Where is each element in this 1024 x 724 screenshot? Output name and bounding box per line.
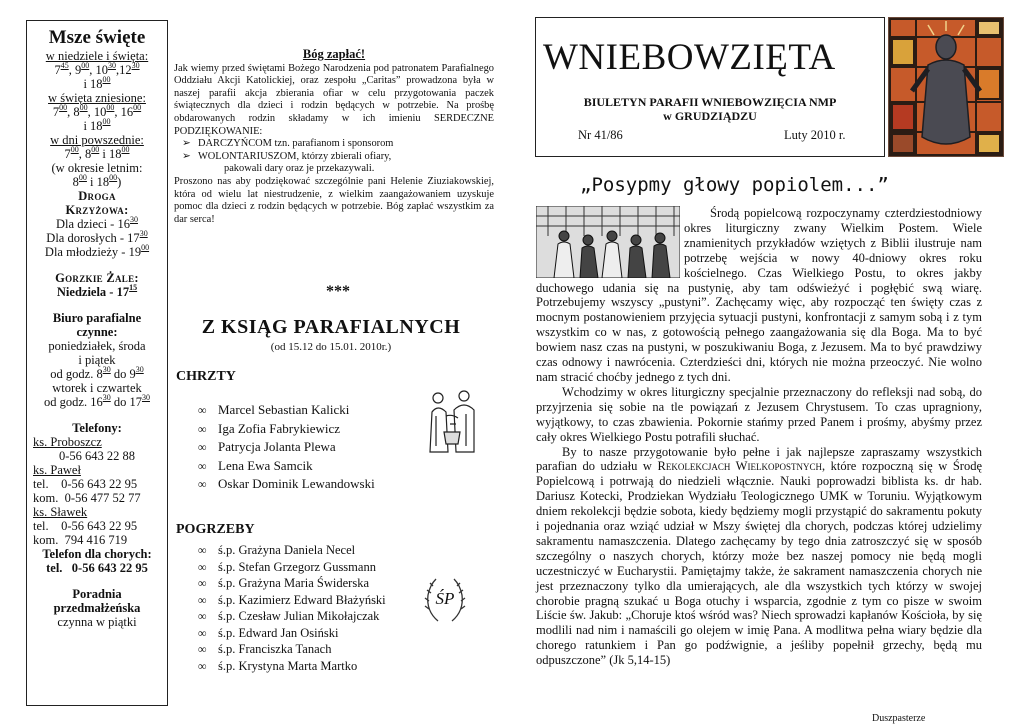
office-days-2: i piątek bbox=[78, 353, 116, 367]
list-item: ∞ Marcel Sebastian Kalicki bbox=[198, 401, 375, 420]
slawek-label: ks. Sławek bbox=[33, 505, 88, 519]
weekday-label: w dni powszednie: bbox=[50, 133, 144, 147]
proboszcz-label: ks. Proboszcz bbox=[33, 435, 102, 449]
office-heading: Biuro parafialne bbox=[52, 311, 142, 325]
funeral-wreath-emblem bbox=[424, 575, 466, 627]
list-item: ∞ ś.p. Stefan Grzegorz Gussmann bbox=[198, 559, 376, 574]
infinity-bullet-icon: ∞ bbox=[198, 421, 207, 436]
bulletin-subtitle: BIULETYN PARAFII WNIEBOWZIĘCIA NMP bbox=[583, 95, 837, 109]
infinity-bullet-icon: ∞ bbox=[198, 658, 207, 673]
gorzkie-heading: Gorzkie Żale: bbox=[55, 271, 139, 285]
sunday-label: w niedziele i święta: bbox=[45, 49, 149, 63]
sp-emblem-text: ŚP bbox=[435, 589, 455, 608]
poradnia-heading: Poradnia bbox=[72, 587, 122, 601]
holiday-label: w święta zniesione: bbox=[48, 91, 146, 105]
infinity-bullet-icon: ∞ bbox=[198, 458, 207, 473]
droga-adults: Dla dorosłych - $17^{30}$ bbox=[46, 229, 148, 245]
list-item: ∞ ś.p. Grażyna Daniela Necel bbox=[198, 543, 356, 557]
sick-phone-label: Telefon dla chorych: bbox=[42, 547, 152, 561]
registry-subtitle: (od 15.12 do 15.01. 2010r.) bbox=[270, 341, 392, 353]
baptisms-list bbox=[198, 401, 375, 494]
office-days-3: wtorek i czwartek bbox=[52, 381, 142, 395]
list-item: ∞ ś.p. Kazimierz Edward Błażyński bbox=[198, 592, 386, 607]
list-item: ∞ ś.p. Grażyna Maria Świderska bbox=[198, 576, 369, 590]
holiday-last: i $18^{00}$ bbox=[83, 117, 111, 133]
mass-schedule-box bbox=[26, 20, 168, 706]
footer-signature: Duszpasterze bbox=[872, 713, 926, 724]
mass-title: Msze święte bbox=[48, 27, 146, 48]
article-paragraph-1: Środą popielcową rozpoczynamy czterdziestodniowy okres liturgiczny zwany Wielkim Postem. Wiele znamienitych przykładów wziętych z Biblii ilustruje nam potrzebę wejścia w nowy 40-dniowy okres roku kościelnego. Czas Wielkiego Postu, to okres jakby duchowego udania się na pustynię, aby tam odświeżyć i pogłębić swą wiarę. Potrzebujemy wszyscy „pustyni”. Zachęcamy więc, aby rozpocząć ten święty czas z mocnym postanowieniem przyjęcia sytuacji pustyni, konfrontacji z samym sobą i z tym wszystkim co w nas, z gotowością pełnego zaangażowania się dla Boga. Ma to być bowiem nasz czas na pustyni, w poszukiwaniu Boga, z Jezusem. Ma to być prawdziwy czas odnowy i nawrócenia. Czterdzieści dni, których nie można przeoczyć. Nie wolno nam stracić choćby jednego z tych dni. bbox=[536, 206, 982, 384]
arrow-bullet-icon: ➢ bbox=[182, 138, 191, 150]
list-item: ∞ ś.p. Krystyna Marta Martko bbox=[198, 658, 358, 673]
office-hours-2: od godz. $16^{30}$ do $17^{30}$ bbox=[44, 393, 150, 409]
poradnia-heading-2: przedmałżeńska bbox=[53, 601, 141, 615]
sick-phone: tel. 0-56 643 22 95 bbox=[46, 561, 148, 575]
article-headline: „Posypmy głowy popiolem...” bbox=[580, 174, 889, 196]
pawel-label: ks. Paweł bbox=[33, 463, 81, 477]
droga-youth: Dla młodzieży - $19^{00}$ bbox=[44, 243, 150, 259]
poradnia-hours: czynna w piątki bbox=[57, 615, 137, 629]
infinity-bullet-icon: ∞ bbox=[198, 403, 207, 417]
article-paragraph-3: By to nasze przygotowanie było pełne i jak najlepsze zapraszamy wszystkich parafian do udziału w Rekolekcjach Wielkopostnych, które rozpoczną się w Środę Popielcową i potrwają do niedzieli włącznie. Nauki poprowadzi biblista ks. dr hab. Dariusz Kotecki, Prodziekan Wydziału Teologicznego UMK w Toruniu. Wyjątkowym dniem rekolekcji będzie sobota, kiedy będziemy mogli przystąpić do sakramentu pokuty i pojednania oraz wziąć udział w Mszy świętej dla chorych, podczas której udzielimy sakramentu namaszczenia. Dlatego zachęcamy by tego dnia zatroszczyć się w sposób szczególny o naszych chorych, którzy może bez naszej pomocy nie będą mogli uczestniczyć w Eucharystii. Pamiętajmy także, że sakrament namaszczenia chorych nie jest przeznaczony tylko dla umierających, ale dla wszystkich tych którzy w swojej chorobie pragną szukać u Boga otuchy i wsparcia, zgodnie z tym co pisze w swoim Liście św. Jakub: „Choruje ktoś wśród was? Niech sprowadzi kapłanów Kościoła, by się modlili nad nim i namaścili go olejem w imię Pana. A modlitwa pełna wiary będzie dla chorego ratunkiem i Pan go podźwignie, a jeśliby popełnił grzechy, będą mu odpuszczone” (Jk 5,14-15) bbox=[536, 444, 982, 668]
infinity-bullet-icon: ∞ bbox=[198, 559, 207, 574]
thanks-title: Bóg zapłać! bbox=[302, 47, 366, 61]
droga-heading: Droga bbox=[78, 189, 116, 203]
thanks-bullet-2-cont: pakowali dary oraz je przekazywali. bbox=[224, 163, 375, 175]
list-item: ∞ Lena Ewa Samcik bbox=[198, 457, 375, 476]
section-separator: *** bbox=[326, 283, 350, 300]
article-paragraph-2: Wchodzimy w okres liturgiczny specjalnie przeznaczony do refleksji nad sobą, do przyjrzenia się sobie na tle powiązań z Jezusem Chrystusem. To czas upragniony, wyjątkowy, to czas zbawienia. Pokornie stańmy przed Panem i prośmy, abyśmy przez cały okres Wielkiego Postu potrafili słuchać. bbox=[536, 384, 982, 444]
thanks-paragraph-2: Proszono nas aby podziękować szczególnie pani Helenie Ziuziakowskiej, która od wielu lat niestrudzenie, z wielkim zaangażowaniem uzyskuje pomoc dla dzieci z rodzin będących w potrzebie. Bóg zapłać wszystkim za dar serca! bbox=[174, 175, 494, 225]
list-item: ∞ Patrycja Jolanta Plewa bbox=[198, 438, 375, 457]
pawel-mobile: kom. 0-56 477 52 77 bbox=[33, 491, 141, 505]
sunday-times: $7^{45}$, $9^{00}$, $10^{30},12^{30}$ bbox=[54, 61, 140, 77]
droga-children: Dla dzieci - $16^{30}$ bbox=[56, 215, 138, 231]
pawel-phone: tel. 0-56 643 22 95 bbox=[33, 477, 138, 491]
office-hours-1: od godz. $8^{30}$ do $9^{30}$ bbox=[50, 365, 144, 381]
bulletin-title: WNIEBOWZIĘTA bbox=[543, 37, 836, 78]
list-item: ∞ ś.p. Czesław Julian Mikołajczak bbox=[198, 609, 380, 623]
issue-number: Nr 41/86 bbox=[578, 128, 623, 142]
infinity-bullet-icon: ∞ bbox=[198, 625, 207, 640]
funerals-heading: POGRZEBY bbox=[176, 522, 255, 537]
issue-date: Luty 2010 r. bbox=[784, 128, 846, 142]
slawek-mobile: kom. 794 416 719 bbox=[33, 533, 128, 547]
baptisms-heading: CHRZTY bbox=[176, 369, 236, 384]
arrow-bullet-icon: ➢ bbox=[182, 150, 191, 162]
summer-times: $8^{00}$ i $18^{00}$) bbox=[72, 173, 122, 189]
thanks-paragraph-1: Jak wiemy przed świętami Bożego Narodzenia pod patronatem Parafialnego Oddziału Akcji Katolickiej, oraz zespołu „Caritas” prowadzona była w naszej parafii akcja zbierania ofiar w celu przygotowania paczek świątecznych dla dzieci i rodzin będących w potrzebie. Na prośbę obdarowanych rodzin składamy w ich imieniu SERDECZNE PODZIĘKOWANIE: bbox=[174, 62, 494, 137]
infinity-bullet-icon: ∞ bbox=[198, 576, 207, 590]
bulletin-location: w GRUDZIĄDZU bbox=[663, 109, 757, 123]
ash-wednesday-illustration bbox=[536, 206, 680, 278]
infinity-bullet-icon: ∞ bbox=[198, 609, 207, 623]
sunday-last: i $18^{00}$ bbox=[83, 75, 111, 91]
funerals-list bbox=[198, 542, 386, 674]
gorzkie-time: Niedziela - $17^{15}$ bbox=[56, 283, 138, 299]
slawek-phone: tel. 0-56 643 22 95 bbox=[33, 519, 138, 533]
droga-heading-2: Krzyżowa: bbox=[65, 203, 129, 217]
infinity-bullet-icon: ∞ bbox=[198, 592, 207, 607]
proboszcz-phone: 0-56 643 22 88 bbox=[58, 449, 136, 463]
article-body bbox=[536, 206, 982, 668]
registry-title: Z KSIĄG PARAFIALNYCH bbox=[201, 316, 461, 338]
phones-heading: Telefony: bbox=[72, 421, 122, 435]
infinity-bullet-icon: ∞ bbox=[198, 440, 207, 454]
infinity-bullet-icon: ∞ bbox=[198, 477, 207, 491]
thanks-bullet-1: ➢ DARCZYŃCOM tzn. parafianom i sponsorom bbox=[182, 138, 394, 150]
list-item: ∞ ś.p. Edward Jan Osiński bbox=[198, 625, 339, 640]
stained-glass-window-image bbox=[888, 17, 1004, 157]
list-item: ∞ Oskar Dominik Lewandowski bbox=[198, 475, 375, 494]
list-item: ∞ ś.p. Franciszka Tanach bbox=[198, 642, 332, 656]
office-heading-2: czynne: bbox=[76, 325, 118, 339]
baptism-illustration bbox=[424, 386, 480, 456]
thanks-bullet-2: ➢ WOLONTARIUSZOM, którzy zbierali ofiary, bbox=[182, 150, 392, 162]
list-item: ∞ Iga Zofia Fabrykiewicz bbox=[198, 420, 375, 439]
holiday-times: $7^{00}$, $8^{00}$, $10^{00}$, $16^{00}$ bbox=[52, 103, 142, 119]
office-days-1: poniedziałek, środa bbox=[48, 339, 146, 353]
infinity-bullet-icon: ∞ bbox=[198, 642, 207, 656]
infinity-bullet-icon: ∞ bbox=[198, 543, 207, 557]
summer-note: (w okresie letnim: bbox=[51, 161, 143, 175]
weekday-times: $7^{00}$, $8^{00}$ i $18^{00}$ bbox=[64, 145, 130, 161]
thanks-section bbox=[174, 48, 494, 226]
